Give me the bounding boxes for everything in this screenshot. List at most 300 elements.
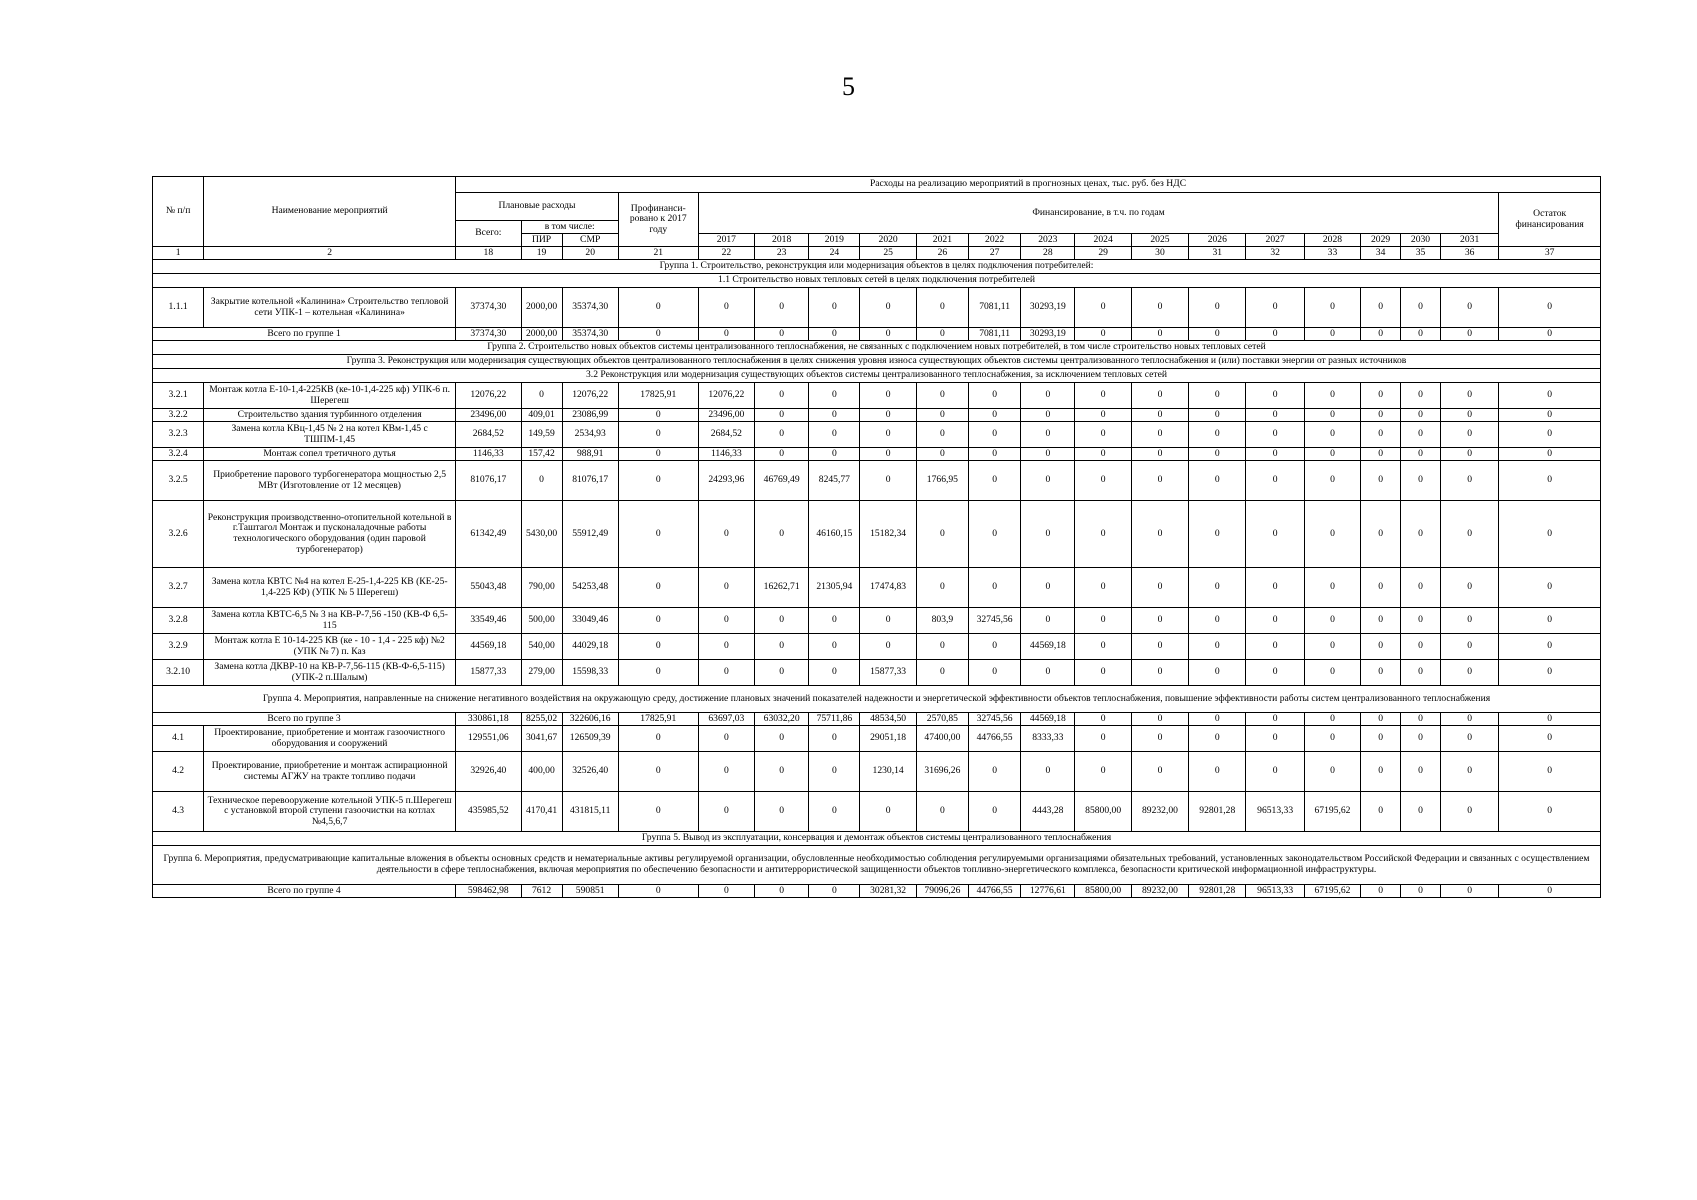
value-cell: 2534,93 — [562, 422, 618, 448]
row-name: Монтаж котла Е-10-1,4-225КВ (ке-10-1,4-225 кф) УПК-6 п. Шерегеш — [204, 383, 456, 409]
header-year-2027: 2027 — [1246, 234, 1304, 247]
value-cell: 0 — [916, 328, 968, 341]
value-cell: 44766,55 — [969, 885, 1021, 898]
value-cell: 0 — [1075, 422, 1131, 448]
row-number: 3.2.5 — [153, 461, 204, 501]
value-cell: 29051,18 — [860, 726, 916, 752]
value-cell: 0 — [860, 422, 916, 448]
value-cell: 540,00 — [521, 634, 562, 660]
table-row — [153, 608, 1601, 634]
value-cell: 35374,30 — [562, 328, 618, 341]
value-cell: 400,00 — [521, 752, 562, 792]
value-cell: 2000,00 — [521, 328, 562, 341]
value-cell: 23496,00 — [698, 409, 754, 422]
value-cell: 279,00 — [521, 660, 562, 686]
value-cell: 85800,00 — [1075, 792, 1131, 832]
value-cell: 23496,00 — [456, 409, 522, 422]
column-number: 1 — [153, 247, 204, 260]
value-cell: 0 — [1361, 885, 1401, 898]
value-cell: 0 — [1401, 461, 1441, 501]
value-cell: 15877,33 — [456, 660, 522, 686]
value-cell: 988,91 — [562, 448, 618, 461]
header-year-2024: 2024 — [1075, 234, 1131, 247]
value-cell: 0 — [1401, 713, 1441, 726]
value-cell: 0 — [1075, 608, 1131, 634]
value-cell: 0 — [1499, 409, 1601, 422]
value-cell: 322606,16 — [562, 713, 618, 726]
value-cell: 0 — [1304, 448, 1360, 461]
value-cell: 0 — [1361, 328, 1401, 341]
value-cell: 0 — [1304, 608, 1360, 634]
value-cell: 0 — [1131, 383, 1188, 409]
value-cell: 0 — [1361, 501, 1401, 568]
value-cell: 75711,86 — [809, 713, 860, 726]
value-cell: 0 — [809, 608, 860, 634]
value-cell: 0 — [1075, 634, 1131, 660]
value-cell: 0 — [1499, 568, 1601, 608]
value-cell: 0 — [916, 422, 968, 448]
column-number: 24 — [809, 247, 860, 260]
header-including: в том числе: — [521, 221, 618, 234]
value-cell: 0 — [755, 660, 809, 686]
value-cell: 46160,15 — [809, 501, 860, 568]
value-cell: 12076,22 — [456, 383, 522, 409]
value-cell: 12076,22 — [698, 383, 754, 409]
value-cell: 96513,33 — [1246, 885, 1304, 898]
value-cell: 330861,18 — [456, 713, 522, 726]
value-cell: 0 — [1361, 409, 1401, 422]
value-cell: 0 — [1304, 660, 1360, 686]
value-cell: 0 — [1401, 660, 1441, 686]
value-cell: 7081,11 — [969, 328, 1021, 341]
value-cell: 0 — [969, 752, 1021, 792]
value-cell: 32526,40 — [562, 752, 618, 792]
value-cell: 89232,00 — [1131, 792, 1188, 832]
value-cell: 8255,02 — [521, 713, 562, 726]
value-cell: 0 — [1440, 288, 1498, 328]
value-cell: 0 — [1499, 461, 1601, 501]
value-cell: 0 — [916, 288, 968, 328]
value-cell: 0 — [1131, 608, 1188, 634]
header-year-2017: 2017 — [698, 234, 754, 247]
section-title-g6: Группа 6. Мероприятия, предусматривающие капитальные вложения в объекты основных средств и нематериальные активы регулируемой организации, обусловленные необходимостью соблюдения регулируемыми организациями обязательных требований, установленных законодательством Российской Федерации и связанных с осуществлением деятельности в сфере теплоснабжения, включая мероприятия по обеспечению безопасности и антитеррористической защищенности объектов топливно-энергетического комплекса, безопасности критической информационной инфраструктуры. — [153, 846, 1601, 885]
value-cell: 0 — [698, 328, 754, 341]
value-cell: 0 — [1189, 713, 1246, 726]
row-number: 4.3 — [153, 792, 204, 832]
value-cell: 0 — [618, 726, 698, 752]
value-cell: 0 — [1361, 634, 1401, 660]
header-expenses-title: Расходы на реализацию мероприятий в прогнозных ценах, тыс. руб. без НДС — [456, 177, 1601, 193]
total-label: Всего по группе 4 — [153, 885, 456, 898]
value-cell: 0 — [809, 792, 860, 832]
value-cell: 803,9 — [916, 608, 968, 634]
value-cell: 0 — [1075, 501, 1131, 568]
value-cell: 0 — [1131, 288, 1188, 328]
value-cell: 0 — [809, 448, 860, 461]
value-cell: 32926,40 — [456, 752, 522, 792]
value-cell: 67195,62 — [1304, 885, 1360, 898]
value-cell: 0 — [1189, 328, 1246, 341]
header-year-2020: 2020 — [860, 234, 916, 247]
row-number: 3.2.3 — [153, 422, 204, 448]
value-cell: 0 — [969, 660, 1021, 686]
value-cell: 17474,83 — [860, 568, 916, 608]
table-row — [153, 660, 1601, 686]
value-cell: 0 — [1131, 422, 1188, 448]
header-prefinanced: Профинанси-ровано к 2017 году — [618, 193, 698, 247]
header-year-2021: 2021 — [916, 234, 968, 247]
value-cell: 63032,20 — [755, 713, 809, 726]
column-number: 18 — [456, 247, 522, 260]
value-cell: 0 — [755, 448, 809, 461]
value-cell: 0 — [969, 409, 1021, 422]
value-cell: 0 — [698, 752, 754, 792]
value-cell: 0 — [1499, 792, 1601, 832]
value-cell: 0 — [1246, 752, 1304, 792]
value-cell: 0 — [1246, 726, 1304, 752]
value-cell: 0 — [1131, 752, 1188, 792]
value-cell: 0 — [1075, 288, 1131, 328]
column-number: 21 — [618, 247, 698, 260]
section-title-g1: Группа 1. Строительство, реконструкция или модернизация объектов в целях подключения потребителей: — [153, 260, 1601, 274]
value-cell: 0 — [1246, 461, 1304, 501]
value-cell: 30293,19 — [1021, 328, 1075, 341]
value-cell: 0 — [1499, 501, 1601, 568]
value-cell: 0 — [916, 383, 968, 409]
value-cell: 0 — [1075, 383, 1131, 409]
row-name: Проектирование, приобретение и монтаж аспирационной системы АГЖУ на тракте топливо подачи — [204, 752, 456, 792]
value-cell: 0 — [755, 383, 809, 409]
value-cell: 0 — [1304, 726, 1360, 752]
value-cell: 0 — [969, 461, 1021, 501]
value-cell: 0 — [1440, 383, 1498, 409]
section-title-g3: Группа 3. Реконструкция или модернизация существующих объектов централизованного теплоснабжения в целях снижения уровня износа существующих объектов системы централизованного теплоснабжения и (или) поставки энергии от разных источников — [153, 355, 1601, 369]
value-cell: 0 — [916, 409, 968, 422]
value-cell: 0 — [1246, 448, 1304, 461]
value-cell: 0 — [698, 792, 754, 832]
value-cell: 0 — [1246, 383, 1304, 409]
value-cell: 0 — [1440, 328, 1498, 341]
value-cell: 0 — [618, 660, 698, 686]
column-number: 28 — [1021, 247, 1075, 260]
value-cell: 15182,34 — [860, 501, 916, 568]
total-row — [153, 328, 1601, 341]
row-number: 3.2.6 — [153, 501, 204, 568]
value-cell: 0 — [809, 752, 860, 792]
header-year-2029: 2029 — [1361, 234, 1401, 247]
investment-table — [152, 176, 1601, 898]
header-smr: СМР — [562, 234, 618, 247]
value-cell: 0 — [1131, 328, 1188, 341]
header-planned: Плановые расходы — [456, 193, 619, 221]
value-cell: 48534,50 — [860, 713, 916, 726]
value-cell: 0 — [860, 608, 916, 634]
table-row — [153, 409, 1601, 422]
column-number: 20 — [562, 247, 618, 260]
total-label: Всего по группе 3 — [153, 713, 456, 726]
value-cell: 24293,96 — [698, 461, 754, 501]
value-cell: 8245,77 — [809, 461, 860, 501]
column-number: 23 — [755, 247, 809, 260]
value-cell: 12776,61 — [1021, 885, 1075, 898]
section-row-g3 — [153, 355, 1601, 369]
row-number: 3.2.2 — [153, 409, 204, 422]
section-row-g4 — [153, 686, 1601, 713]
value-cell: 0 — [969, 634, 1021, 660]
value-cell: 0 — [860, 328, 916, 341]
value-cell: 0 — [1075, 713, 1131, 726]
value-cell: 0 — [1189, 501, 1246, 568]
header-total: Всего: — [456, 221, 522, 247]
value-cell: 0 — [1021, 461, 1075, 501]
value-cell: 23086,99 — [562, 409, 618, 422]
value-cell: 0 — [1189, 422, 1246, 448]
header-financing-years: Финансирование, в т.ч. по годам — [698, 193, 1499, 234]
value-cell: 598462,98 — [456, 885, 522, 898]
row-name: Проектирование, приобретение и монтаж газоочистного оборудования и сооружений — [204, 726, 456, 752]
value-cell: 0 — [809, 409, 860, 422]
row-name: Монтаж сопел третичного дутья — [204, 448, 456, 461]
value-cell: 32745,56 — [969, 608, 1021, 634]
value-cell: 0 — [755, 409, 809, 422]
header-year-2023: 2023 — [1021, 234, 1075, 247]
section-row-g1 — [153, 260, 1601, 274]
value-cell: 0 — [1021, 422, 1075, 448]
value-cell: 0 — [1401, 752, 1441, 792]
header-year-2025: 2025 — [1131, 234, 1188, 247]
value-cell: 0 — [1499, 660, 1601, 686]
value-cell: 0 — [1499, 422, 1601, 448]
column-number: 30 — [1131, 247, 1188, 260]
value-cell: 0 — [969, 568, 1021, 608]
row-name: Строительство здания турбинного отделения — [204, 409, 456, 422]
value-cell: 0 — [1440, 448, 1498, 461]
value-cell: 0 — [1075, 409, 1131, 422]
value-cell: 0 — [1131, 409, 1188, 422]
value-cell: 0 — [1021, 568, 1075, 608]
value-cell: 30281,32 — [860, 885, 916, 898]
value-cell: 85800,00 — [1075, 885, 1131, 898]
value-cell: 0 — [1304, 409, 1360, 422]
page-number: 5 — [842, 72, 855, 101]
column-number: 2 — [204, 247, 456, 260]
value-cell: 0 — [1499, 885, 1601, 898]
row-number: 3.2.10 — [153, 660, 204, 686]
value-cell: 0 — [1499, 752, 1601, 792]
table-row — [153, 568, 1601, 608]
value-cell: 0 — [698, 726, 754, 752]
value-cell: 4170,41 — [521, 792, 562, 832]
value-cell: 37374,30 — [456, 288, 522, 328]
row-name: Закрытие котельной «Калинина» Строительство тепловой сети УПК-1 – котельная «Калинина» — [204, 288, 456, 328]
total-label: Всего по группе 1 — [153, 328, 456, 341]
value-cell: 126509,39 — [562, 726, 618, 752]
column-number: 32 — [1246, 247, 1304, 260]
value-cell: 92801,28 — [1189, 792, 1246, 832]
row-number: 3.2.8 — [153, 608, 204, 634]
value-cell: 0 — [860, 409, 916, 422]
value-cell: 7081,11 — [969, 288, 1021, 328]
value-cell: 2570,85 — [916, 713, 968, 726]
value-cell: 0 — [860, 383, 916, 409]
value-cell: 0 — [1361, 448, 1401, 461]
header-year-2030: 2030 — [1401, 234, 1441, 247]
value-cell: 409,01 — [521, 409, 562, 422]
value-cell: 17825,91 — [618, 713, 698, 726]
value-cell: 0 — [809, 726, 860, 752]
value-cell: 0 — [1304, 634, 1360, 660]
value-cell: 7612 — [521, 885, 562, 898]
value-cell: 0 — [1361, 792, 1401, 832]
value-cell: 500,00 — [521, 608, 562, 634]
row-name: Замена котла КВц-1,45 № 2 на котел КВм-1,45 с ТШПМ-1,45 — [204, 422, 456, 448]
value-cell: 0 — [1440, 409, 1498, 422]
table-row — [153, 726, 1601, 752]
value-cell: 81076,17 — [562, 461, 618, 501]
header-name: Наименование мероприятий — [204, 177, 456, 247]
value-cell: 0 — [969, 383, 1021, 409]
section-title-g4: Группа 4. Мероприятия, направленные на снижение негативного воздействия на окружающую среду, достижение плановых значений показателей надежности и энергетической эффективности объектов теплоснабжения, повышение эффективности работы систем централизованного теплоснабжения — [153, 686, 1601, 713]
total-row — [153, 713, 1601, 726]
value-cell: 0 — [1075, 328, 1131, 341]
value-cell: 0 — [755, 634, 809, 660]
value-cell: 3041,67 — [521, 726, 562, 752]
value-cell: 0 — [1440, 752, 1498, 792]
table-row — [153, 288, 1601, 328]
row-name: Замена котла ДКВР-10 на КВ-Р-7,56-115 (КВ-Ф-6,5-115) (УПК-2 п.Шалым) — [204, 660, 456, 686]
section-title-g2: Группа 2. Строительство новых объектов системы централизованного теплоснабжения, не связанных с подключением новых потребителей, в том числе строительство новых тепловых сетей — [153, 341, 1601, 355]
value-cell: 0 — [1021, 660, 1075, 686]
value-cell: 0 — [1189, 383, 1246, 409]
value-cell: 5430,00 — [521, 501, 562, 568]
value-cell: 0 — [809, 885, 860, 898]
table-row — [153, 422, 1601, 448]
column-number: 33 — [1304, 247, 1360, 260]
value-cell: 0 — [969, 448, 1021, 461]
value-cell: 0 — [1304, 752, 1360, 792]
value-cell: 0 — [698, 608, 754, 634]
value-cell: 0 — [618, 634, 698, 660]
value-cell: 0 — [1304, 383, 1360, 409]
value-cell: 0 — [1499, 713, 1601, 726]
value-cell: 89232,00 — [1131, 885, 1188, 898]
value-cell: 0 — [916, 501, 968, 568]
value-cell: 0 — [698, 885, 754, 898]
value-cell: 0 — [1440, 568, 1498, 608]
value-cell: 0 — [916, 792, 968, 832]
value-cell: 0 — [1021, 501, 1075, 568]
header-year-2026: 2026 — [1189, 234, 1246, 247]
value-cell: 2684,52 — [456, 422, 522, 448]
value-cell: 0 — [1401, 608, 1441, 634]
value-cell: 30293,19 — [1021, 288, 1075, 328]
column-number: 37 — [1499, 247, 1601, 260]
column-number: 35 — [1401, 247, 1441, 260]
value-cell: 435985,52 — [456, 792, 522, 832]
value-cell: 0 — [521, 461, 562, 501]
value-cell: 0 — [1440, 608, 1498, 634]
value-cell: 0 — [618, 409, 698, 422]
value-cell: 0 — [1246, 634, 1304, 660]
header-year-2028: 2028 — [1304, 234, 1360, 247]
value-cell: 0 — [1361, 713, 1401, 726]
value-cell: 0 — [1361, 660, 1401, 686]
value-cell: 15877,33 — [860, 660, 916, 686]
value-cell: 790,00 — [521, 568, 562, 608]
value-cell: 0 — [1361, 461, 1401, 501]
value-cell: 0 — [755, 288, 809, 328]
value-cell: 0 — [809, 288, 860, 328]
value-cell: 55043,48 — [456, 568, 522, 608]
value-cell: 0 — [1440, 422, 1498, 448]
column-number: 36 — [1440, 247, 1498, 260]
value-cell: 0 — [916, 448, 968, 461]
value-cell: 0 — [1499, 328, 1601, 341]
value-cell: 0 — [1021, 608, 1075, 634]
value-cell: 0 — [1361, 422, 1401, 448]
header-remainder: Остаток финансирования — [1499, 193, 1601, 247]
header-year-2018: 2018 — [755, 234, 809, 247]
value-cell: 0 — [809, 660, 860, 686]
value-cell: 54253,48 — [562, 568, 618, 608]
value-cell: 0 — [698, 288, 754, 328]
value-cell: 0 — [916, 660, 968, 686]
value-cell: 44569,18 — [456, 634, 522, 660]
value-cell: 0 — [1401, 792, 1441, 832]
value-cell: 0 — [1075, 461, 1131, 501]
value-cell: 0 — [969, 792, 1021, 832]
table-row — [153, 501, 1601, 568]
row-name: Техническое перевооружение котельной УПК-5 п.Шерегеш с установкой второй ступени газоочистки на котлах №4,5,6,7 — [204, 792, 456, 832]
row-number: 4.2 — [153, 752, 204, 792]
value-cell: 0 — [1246, 501, 1304, 568]
value-cell: 0 — [1499, 383, 1601, 409]
value-cell: 1766,95 — [916, 461, 968, 501]
value-cell: 16262,71 — [755, 568, 809, 608]
value-cell: 0 — [1304, 568, 1360, 608]
row-name: Монтаж котла Е 10-14-225 КВ (ке - 10 - 1,4 - 225 кф) №2 (УПК № 7) п. Каз — [204, 634, 456, 660]
value-cell: 0 — [618, 422, 698, 448]
column-number: 25 — [860, 247, 916, 260]
value-cell: 0 — [1189, 461, 1246, 501]
value-cell: 0 — [618, 792, 698, 832]
value-cell: 0 — [1361, 288, 1401, 328]
value-cell: 0 — [618, 608, 698, 634]
section-row-g2 — [153, 341, 1601, 355]
value-cell: 33049,46 — [562, 608, 618, 634]
value-cell: 0 — [618, 288, 698, 328]
total-row — [153, 885, 1601, 898]
value-cell: 0 — [1021, 752, 1075, 792]
value-cell: 0 — [1131, 448, 1188, 461]
value-cell: 0 — [698, 660, 754, 686]
header-pir: ПИР — [521, 234, 562, 247]
value-cell: 0 — [1189, 409, 1246, 422]
table-row — [153, 448, 1601, 461]
value-cell: 44569,18 — [1021, 713, 1075, 726]
value-cell: 0 — [1131, 726, 1188, 752]
value-cell: 0 — [1401, 501, 1441, 568]
row-number: 3.2.9 — [153, 634, 204, 660]
value-cell: 67195,62 — [1304, 792, 1360, 832]
value-cell: 0 — [1246, 409, 1304, 422]
value-cell: 0 — [1246, 713, 1304, 726]
row-name: Замена котла КВТС №4 на котел Е-25-1,4-225 КВ (КЕ-25-1,4-225 КФ) (УПК № 5 Шерегеш) — [204, 568, 456, 608]
value-cell: 0 — [1246, 660, 1304, 686]
value-cell: 2684,52 — [698, 422, 754, 448]
value-cell: 79096,26 — [916, 885, 968, 898]
value-cell: 1146,33 — [698, 448, 754, 461]
